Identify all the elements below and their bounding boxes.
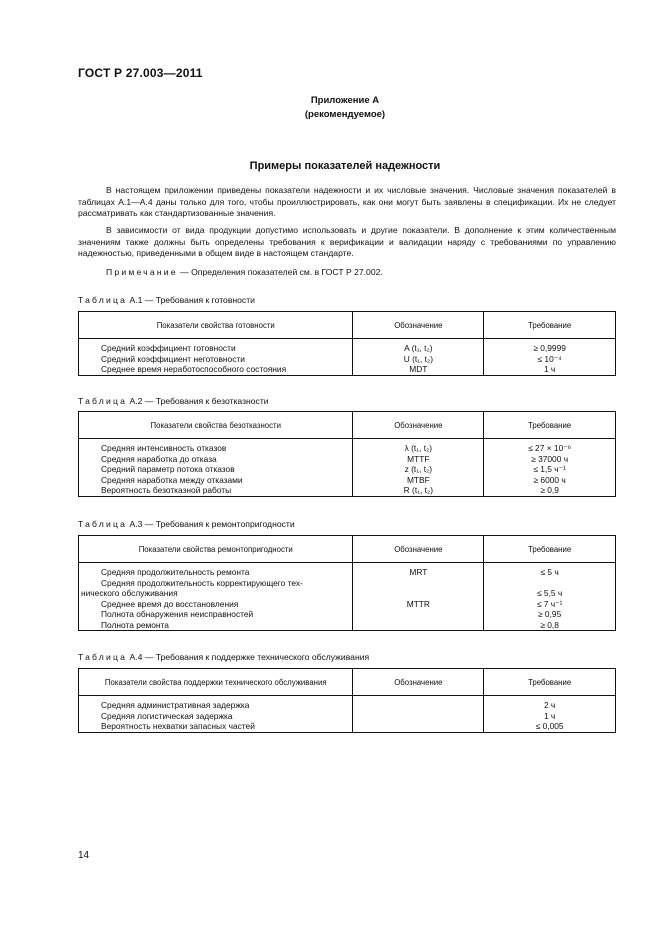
table-cell: A (t₁, t₂) <box>353 339 484 354</box>
table-cell: ≤ 7 ч⁻¹ <box>484 599 616 610</box>
table-cell: нического обслуживания <box>79 588 353 599</box>
table-row <box>79 711 616 722</box>
table-a2 <box>78 411 616 497</box>
page-title: Примеры показателей надежности <box>249 160 441 172</box>
table-cell: ≤ 5,5 ч <box>484 588 616 599</box>
table-caption-label: Таблица <box>78 519 128 529</box>
table-caption-text: А.1 — Требования к готовности <box>127 295 255 305</box>
table-cell: ≤ 5 ч <box>484 563 616 578</box>
table-cell: ≥ 0,8 <box>484 620 616 631</box>
table-a1-caption <box>78 295 255 305</box>
table-cell: Средняя административная задержка <box>79 696 353 711</box>
table-caption-label: Таблица <box>78 652 128 662</box>
table-a3 <box>78 535 616 631</box>
document-header: ГОСТ Р 27.003—2011 <box>78 66 203 80</box>
appendix-status: (рекомендуемое) <box>304 109 386 120</box>
table-cell: MRT <box>353 563 484 578</box>
table-header-cell: Показатели свойства поддержки технического обслуживания <box>79 669 353 696</box>
appendix-label: Приложение А <box>310 95 380 106</box>
table-cell: R (t₁, t₂) <box>353 485 484 496</box>
table-header-cell: Обозначение <box>353 412 484 439</box>
table-cell: Вероятность безотказной работы <box>79 485 353 496</box>
table-cell <box>353 609 484 620</box>
table-row <box>79 599 616 610</box>
table-cell: Средний параметр потока отказов <box>79 464 353 475</box>
table-cell: Среднее время неработоспособного состояния <box>79 364 353 375</box>
table-header-cell: Показатели свойства безотказности <box>79 412 353 439</box>
note-label: Примечание <box>106 267 178 277</box>
table-caption-text: А.3 — Требования к ремонтопригодности <box>127 519 295 529</box>
paragraph-2-text: В зависимости от вида продукции допустимо использовать и другие показатели. В дополнение к этим количественным значениям также должны быть определены требования к верификации и валидации наряду с требованиями по управлению надежностью, приведенными в общем виде в настоящем стандарте. <box>78 225 616 258</box>
table-a4-caption <box>78 652 369 662</box>
table-row <box>79 475 616 486</box>
table-cell: 1 ч <box>484 364 616 375</box>
table-cell <box>353 578 484 589</box>
table-cell: ≤ 1,5 ч⁻¹ <box>484 464 616 475</box>
table-caption-text: А.2 — Требования к безотказности <box>127 396 269 406</box>
table-cell: Средняя продолжительность ремонта <box>79 563 353 578</box>
table-row <box>79 563 616 578</box>
table-header-cell: Обозначение <box>353 669 484 696</box>
table-header-cell: Показатели свойства ремонтопригодности <box>79 536 353 563</box>
table-cell: MTTF <box>353 454 484 465</box>
table-a2-caption <box>78 396 269 406</box>
table-header-cell: Обозначение <box>353 312 484 339</box>
table-row <box>79 620 616 631</box>
table-cell: Средняя интенсивность отказов <box>79 439 353 454</box>
table-cell: ≥ 37000 ч <box>484 454 616 465</box>
table-cell: Средний коэффициент готовности <box>79 339 353 354</box>
table-cell: Полнота обнаружения неисправностей <box>79 609 353 620</box>
table-header-cell: Показатели свойства готовности <box>79 312 353 339</box>
table-cell <box>353 588 484 599</box>
table-cell: ≤ 27 × 10⁻⁶ <box>484 439 616 454</box>
table-row <box>79 454 616 465</box>
table-row <box>79 364 616 375</box>
table-row <box>79 339 616 354</box>
note <box>106 267 383 277</box>
table-cell: ≤ 10⁻⁴ <box>484 354 616 365</box>
table-cell: MDT <box>353 364 484 375</box>
table-cell: ≤ 0,005 <box>484 721 616 732</box>
table-cell <box>484 578 616 589</box>
table-cell <box>353 711 484 722</box>
paragraph-2 <box>78 225 616 260</box>
table-cell: λ (t₁, t₂) <box>353 439 484 454</box>
table-cell: ≥ 0,95 <box>484 609 616 620</box>
table-row <box>79 464 616 475</box>
paragraph-1-text: В настоящем приложении приведены показатели надежности и их числовые значения. Числовые значения показателей в таблицах А.1—А.4 даны только для того, чтобы проиллюстрировать, как они могут быть заявлены в спецификации. Их не следует рассматривать как стандартизованные значения. <box>78 185 616 218</box>
table-a3-caption <box>78 519 295 529</box>
table-cell: Вероятность нехватки запасных частей <box>79 721 353 732</box>
page-number: 14 <box>78 850 90 861</box>
table-cell: ≥ 6000 ч <box>484 475 616 486</box>
table-cell: Полнота ремонта <box>79 620 353 631</box>
table-row <box>79 439 616 454</box>
table-header-cell: Требование <box>484 536 616 563</box>
table-row <box>79 354 616 365</box>
table-row <box>79 485 616 496</box>
table-cell: U (t₁, t₂) <box>353 354 484 365</box>
table-cell: MTTR <box>353 599 484 610</box>
table-header-cell: Требование <box>484 669 616 696</box>
table-cell: 2 ч <box>484 696 616 711</box>
table-caption-label: Таблица <box>78 396 128 406</box>
table-cell <box>353 721 484 732</box>
table-cell <box>353 696 484 711</box>
table-caption-label: Таблица <box>78 295 128 305</box>
table-cell: MTBF <box>353 475 484 486</box>
table-header-cell: Требование <box>484 312 616 339</box>
table-row <box>79 696 616 711</box>
paragraph-1 <box>78 185 616 220</box>
table-header-cell: Требование <box>484 412 616 439</box>
table-cell: z (t₁, t₂) <box>353 464 484 475</box>
table-row <box>79 609 616 620</box>
table-cell: Средняя продолжительность корректирующего тех- <box>79 578 353 589</box>
table-cell: Средний коэффициент неготовности <box>79 354 353 365</box>
table-cell: Средняя наработка до отказа <box>79 454 353 465</box>
table-cell: ≥ 0,9 <box>484 485 616 496</box>
note-text: — Определения показателей см. в ГОСТ Р 27.002. <box>177 267 383 277</box>
table-cell: Среднее время до восстановления <box>79 599 353 610</box>
table-row <box>79 721 616 732</box>
table-row <box>79 588 616 599</box>
table-caption-text: А.4 — Требования к поддержке технического обслуживания <box>127 652 370 662</box>
table-cell: Средняя наработка между отказами <box>79 475 353 486</box>
table-cell: Средняя логистическая задержка <box>79 711 353 722</box>
table-cell: 1 ч <box>484 711 616 722</box>
table-cell: ≥ 0,9999 <box>484 339 616 354</box>
table-row <box>79 578 616 589</box>
table-header-cell: Обозначение <box>353 536 484 563</box>
table-a1 <box>78 311 616 376</box>
table-a4 <box>78 668 616 733</box>
table-cell <box>353 620 484 631</box>
